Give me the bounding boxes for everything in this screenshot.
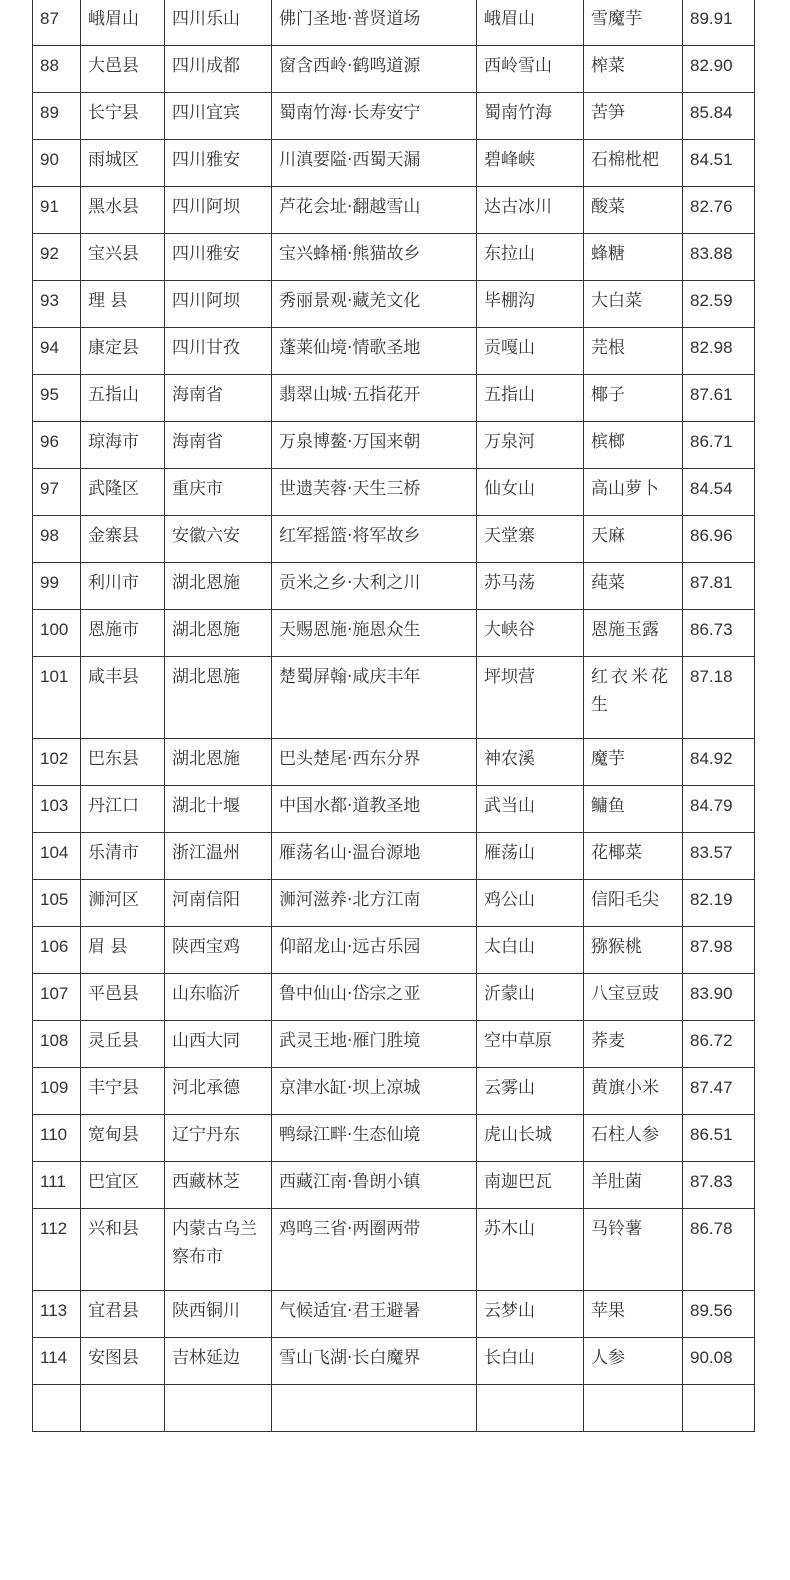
slogan-cell: 鸡鸣三省·两圈两带 [272, 1209, 477, 1291]
specialty-cell: 信阳毛尖 [584, 880, 683, 927]
scenic-spot-cell: 雁荡山 [477, 833, 584, 880]
table-row [33, 328, 755, 375]
scenic-spot-cell: 苏木山 [477, 1209, 584, 1291]
specialty-cell: 莼菜 [584, 563, 683, 610]
specialty-cell: 恩施玉露 [584, 610, 683, 657]
row-number-cell: 114 [33, 1338, 81, 1385]
specialty-cell: 猕猴桃 [584, 927, 683, 974]
score-cell: 84.54 [683, 469, 755, 516]
table-row [33, 657, 755, 739]
table-row [33, 1338, 755, 1385]
row-number-cell: 91 [33, 187, 81, 234]
score-cell: 86.51 [683, 1115, 755, 1162]
table-row [33, 469, 755, 516]
county-name-cell: 乐清市 [81, 833, 165, 880]
score-cell: 82.59 [683, 281, 755, 328]
scenic-spot-cell: 碧峰峡 [477, 140, 584, 187]
location-cell: 四川成都 [165, 46, 272, 93]
row-number-cell: 111 [33, 1162, 81, 1209]
score-cell: 83.57 [683, 833, 755, 880]
slogan-cell: 翡翠山城·五指花开 [272, 375, 477, 422]
county-name-cell: 兴和县 [81, 1209, 165, 1291]
scenic-spot-cell: 大峡谷 [477, 610, 584, 657]
slogan-cell: 川滇要隘·西蜀天漏 [272, 140, 477, 187]
location-cell: 浙江温州 [165, 833, 272, 880]
scenic-spot-cell: 峨眉山 [477, 0, 584, 46]
row-number-cell: 87 [33, 0, 81, 46]
slogan-cell: 雪山飞湖·长白魔界 [272, 1338, 477, 1385]
specialty-cell: 黄旗小米 [584, 1068, 683, 1115]
score-cell: 82.90 [683, 46, 755, 93]
location-cell: 四川宜宾 [165, 93, 272, 140]
scenic-spot-cell: 天堂寨 [477, 516, 584, 563]
specialty-cell: 蜂糖 [584, 234, 683, 281]
score-cell: 83.90 [683, 974, 755, 1021]
slogan-cell: 雁荡名山·温台源地 [272, 833, 477, 880]
row-number-cell: 99 [33, 563, 81, 610]
county-name-cell: 武隆区 [81, 469, 165, 516]
row-number-cell: 109 [33, 1068, 81, 1115]
slogan-cell: 武灵王地·雁门胜境 [272, 1021, 477, 1068]
specialty-cell: 雪魔芋 [584, 0, 683, 46]
location-cell: 河南信阳 [165, 880, 272, 927]
slogan-cell: 贡米之乡·大利之川 [272, 563, 477, 610]
county-name-cell: 康定县 [81, 328, 165, 375]
table-row [33, 375, 755, 422]
score-cell: 86.73 [683, 610, 755, 657]
score-cell: 86.71 [683, 422, 755, 469]
slogan-cell: 京津水缸·坝上凉城 [272, 1068, 477, 1115]
table-row [33, 786, 755, 833]
slogan-cell: 芦花会址·翻越雪山 [272, 187, 477, 234]
slogan-cell: 气候适宜·君王避暑 [272, 1291, 477, 1338]
table-row [33, 281, 755, 328]
county-name-cell: 咸丰县 [81, 657, 165, 739]
table-row [33, 140, 755, 187]
location-cell: 四川乐山 [165, 0, 272, 46]
row-number-cell: 92 [33, 234, 81, 281]
row-number-cell: 101 [33, 657, 81, 739]
scenic-spot-cell: 达古冰川 [477, 187, 584, 234]
row-number-cell: 108 [33, 1021, 81, 1068]
row-number-cell: 93 [33, 281, 81, 328]
scenic-spot-cell: 空中草原 [477, 1021, 584, 1068]
score-cell: 87.83 [683, 1162, 755, 1209]
county-name-cell: 琼海市 [81, 422, 165, 469]
row-number-cell: 90 [33, 140, 81, 187]
county-name-cell: 雨城区 [81, 140, 165, 187]
scenic-spot-cell: 五指山 [477, 375, 584, 422]
location-cell: 安徽六安 [165, 516, 272, 563]
score-cell: 84.92 [683, 739, 755, 786]
row-number-cell: 96 [33, 422, 81, 469]
county-name-cell: 巴宜区 [81, 1162, 165, 1209]
table-row [33, 610, 755, 657]
data-table [32, 0, 755, 1432]
score-cell: 87.61 [683, 375, 755, 422]
specialty-cell: 人参 [584, 1338, 683, 1385]
location-cell: 山东临沂 [165, 974, 272, 1021]
county-name-cell: 巴东县 [81, 739, 165, 786]
slogan-cell: 鲁中仙山·岱宗之亚 [272, 974, 477, 1021]
row-number-cell: 94 [33, 328, 81, 375]
specialty-cell: 马铃薯 [584, 1209, 683, 1291]
scenic-spot-cell: 太白山 [477, 927, 584, 974]
location-cell: 陕西铜川 [165, 1291, 272, 1338]
table-row [33, 1162, 755, 1209]
row-number-cell: 88 [33, 46, 81, 93]
specialty-cell: 大白菜 [584, 281, 683, 328]
slogan-cell: 秀丽景观·藏羌文化 [272, 281, 477, 328]
scenic-spot-cell: 西岭雪山 [477, 46, 584, 93]
county-name-cell: 丹江口 [81, 786, 165, 833]
scenic-spot-cell: 苏马荡 [477, 563, 584, 610]
score-cell: 84.79 [683, 786, 755, 833]
table-row [33, 46, 755, 93]
table-row [33, 927, 755, 974]
location-cell: 内蒙古乌兰察布市 [165, 1209, 272, 1291]
location-cell: 陕西宝鸡 [165, 927, 272, 974]
scenic-spot-cell: 东拉山 [477, 234, 584, 281]
slogan-cell: 鸭绿江畔·生态仙境 [272, 1115, 477, 1162]
location-cell: 湖北十堰 [165, 786, 272, 833]
scenic-spot-cell: 毕棚沟 [477, 281, 584, 328]
specialty-cell: 石柱人参 [584, 1115, 683, 1162]
table-row [33, 234, 755, 281]
table-row [33, 422, 755, 469]
slogan-cell: 西藏江南·鲁朗小镇 [272, 1162, 477, 1209]
scenic-spot-cell: 长白山 [477, 1338, 584, 1385]
slogan-cell: 宝兴蜂桶·熊猫故乡 [272, 234, 477, 281]
slogan-cell: 楚蜀屏翰·咸庆丰年 [272, 657, 477, 739]
table-row [33, 1115, 755, 1162]
scenic-spot-cell: 虎山长城 [477, 1115, 584, 1162]
scenic-spot-cell [477, 1385, 584, 1432]
county-name-cell: 大邑县 [81, 46, 165, 93]
row-number-cell: 100 [33, 610, 81, 657]
scenic-spot-cell: 蜀南竹海 [477, 93, 584, 140]
county-name-cell: 五指山 [81, 375, 165, 422]
location-cell: 重庆市 [165, 469, 272, 516]
slogan-cell: 巴头楚尾·西东分界 [272, 739, 477, 786]
scenic-spot-cell: 沂蒙山 [477, 974, 584, 1021]
location-cell: 四川阿坝 [165, 187, 272, 234]
location-cell: 湖北恩施 [165, 657, 272, 739]
row-number-cell [33, 1385, 81, 1432]
county-name-cell: 利川市 [81, 563, 165, 610]
slogan-cell [272, 1385, 477, 1432]
score-cell: 87.47 [683, 1068, 755, 1115]
score-cell: 82.76 [683, 187, 755, 234]
county-name-cell: 金寨县 [81, 516, 165, 563]
county-name-cell: 眉 县 [81, 927, 165, 974]
score-cell: 84.51 [683, 140, 755, 187]
specialty-cell: 红衣米花生 [584, 657, 683, 739]
score-cell: 82.19 [683, 880, 755, 927]
slogan-cell: 仰韶龙山·远古乐园 [272, 927, 477, 974]
slogan-cell: 蜀南竹海·长寿安宁 [272, 93, 477, 140]
table-row [33, 880, 755, 927]
row-number-cell: 102 [33, 739, 81, 786]
row-number-cell: 98 [33, 516, 81, 563]
row-number-cell: 106 [33, 927, 81, 974]
specialty-cell: 椰子 [584, 375, 683, 422]
score-cell: 86.78 [683, 1209, 755, 1291]
location-cell: 海南省 [165, 422, 272, 469]
county-name-cell: 峨眉山 [81, 0, 165, 46]
slogan-cell: 万泉博鳌·万国来朝 [272, 422, 477, 469]
county-name-cell: 恩施市 [81, 610, 165, 657]
table-row [33, 1021, 755, 1068]
score-cell: 87.81 [683, 563, 755, 610]
score-cell: 89.91 [683, 0, 755, 46]
row-number-cell: 113 [33, 1291, 81, 1338]
score-cell: 86.96 [683, 516, 755, 563]
slogan-cell: 窗含西岭·鹤鸣道源 [272, 46, 477, 93]
row-number-cell: 110 [33, 1115, 81, 1162]
slogan-cell: 蓬莱仙境·情歌圣地 [272, 328, 477, 375]
score-cell: 86.72 [683, 1021, 755, 1068]
county-name-cell: 安图县 [81, 1338, 165, 1385]
specialty-cell: 鳙鱼 [584, 786, 683, 833]
specialty-cell: 荞麦 [584, 1021, 683, 1068]
location-cell [165, 1385, 272, 1432]
location-cell: 湖北恩施 [165, 563, 272, 610]
location-cell: 湖北恩施 [165, 610, 272, 657]
score-cell: 82.98 [683, 328, 755, 375]
location-cell: 湖北恩施 [165, 739, 272, 786]
specialty-cell: 羊肚菌 [584, 1162, 683, 1209]
table-row [33, 833, 755, 880]
score-cell: 90.08 [683, 1338, 755, 1385]
table-body [33, 0, 755, 1432]
scenic-spot-cell: 武当山 [477, 786, 584, 833]
location-cell: 山西大同 [165, 1021, 272, 1068]
county-name-cell: 浉河区 [81, 880, 165, 927]
county-name-cell: 宽甸县 [81, 1115, 165, 1162]
row-number-cell: 95 [33, 375, 81, 422]
slogan-cell: 中国水都·道教圣地 [272, 786, 477, 833]
table-row [33, 187, 755, 234]
county-name-cell: 丰宁县 [81, 1068, 165, 1115]
score-cell: 87.18 [683, 657, 755, 739]
specialty-cell: 芫根 [584, 328, 683, 375]
slogan-cell: 红军摇篮·将军故乡 [272, 516, 477, 563]
row-number-cell: 104 [33, 833, 81, 880]
specialty-cell: 八宝豆豉 [584, 974, 683, 1021]
specialty-cell: 苹果 [584, 1291, 683, 1338]
location-cell: 海南省 [165, 375, 272, 422]
location-cell: 辽宁丹东 [165, 1115, 272, 1162]
county-name-cell: 平邑县 [81, 974, 165, 1021]
specialty-cell: 天麻 [584, 516, 683, 563]
scenic-spot-cell: 万泉河 [477, 422, 584, 469]
table-row [33, 93, 755, 140]
county-name-cell: 宜君县 [81, 1291, 165, 1338]
specialty-cell: 花椰菜 [584, 833, 683, 880]
specialty-cell: 苦笋 [584, 93, 683, 140]
location-cell: 河北承德 [165, 1068, 272, 1115]
county-name-cell: 黑水县 [81, 187, 165, 234]
specialty-cell [584, 1385, 683, 1432]
location-cell: 西藏林芝 [165, 1162, 272, 1209]
county-name-cell: 宝兴县 [81, 234, 165, 281]
score-cell [683, 1385, 755, 1432]
row-number-cell: 107 [33, 974, 81, 1021]
table-row [33, 1291, 755, 1338]
scenic-spot-cell: 云雾山 [477, 1068, 584, 1115]
county-name-cell [81, 1385, 165, 1432]
specialty-cell: 酸菜 [584, 187, 683, 234]
score-cell: 89.56 [683, 1291, 755, 1338]
location-cell: 吉林延边 [165, 1338, 272, 1385]
scenic-spot-cell: 鸡公山 [477, 880, 584, 927]
row-number-cell: 89 [33, 93, 81, 140]
scenic-spot-cell: 坪坝营 [477, 657, 584, 739]
table-row [33, 974, 755, 1021]
slogan-cell: 佛门圣地·普贤道场 [272, 0, 477, 46]
slogan-cell: 世遗芙蓉·天生三桥 [272, 469, 477, 516]
specialty-cell: 石棉枇杷 [584, 140, 683, 187]
table-row [33, 1209, 755, 1291]
score-cell: 87.98 [683, 927, 755, 974]
table-row [33, 739, 755, 786]
scenic-spot-cell: 神农溪 [477, 739, 584, 786]
scenic-spot-cell: 仙女山 [477, 469, 584, 516]
table-row [33, 1068, 755, 1115]
location-cell: 四川甘孜 [165, 328, 272, 375]
slogan-cell: 浉河滋养·北方江南 [272, 880, 477, 927]
slogan-cell: 天赐恩施·施恩众生 [272, 610, 477, 657]
score-cell: 83.88 [683, 234, 755, 281]
row-number-cell: 112 [33, 1209, 81, 1291]
county-name-cell: 灵丘县 [81, 1021, 165, 1068]
county-name-cell: 长宁县 [81, 93, 165, 140]
location-cell: 四川阿坝 [165, 281, 272, 328]
county-name-cell: 理 县 [81, 281, 165, 328]
table-row [33, 1385, 755, 1432]
scenic-spot-cell: 南迦巴瓦 [477, 1162, 584, 1209]
location-cell: 四川雅安 [165, 234, 272, 281]
row-number-cell: 105 [33, 880, 81, 927]
specialty-cell: 魔芋 [584, 739, 683, 786]
table-row [33, 563, 755, 610]
scenic-spot-cell: 贡嘎山 [477, 328, 584, 375]
location-cell: 四川雅安 [165, 140, 272, 187]
specialty-cell: 槟榔 [584, 422, 683, 469]
row-number-cell: 97 [33, 469, 81, 516]
specialty-cell: 榨菜 [584, 46, 683, 93]
score-cell: 85.84 [683, 93, 755, 140]
scenic-spot-cell: 云梦山 [477, 1291, 584, 1338]
row-number-cell: 103 [33, 786, 81, 833]
table-row [33, 0, 755, 46]
table-row [33, 516, 755, 563]
specialty-cell: 高山萝卜 [584, 469, 683, 516]
